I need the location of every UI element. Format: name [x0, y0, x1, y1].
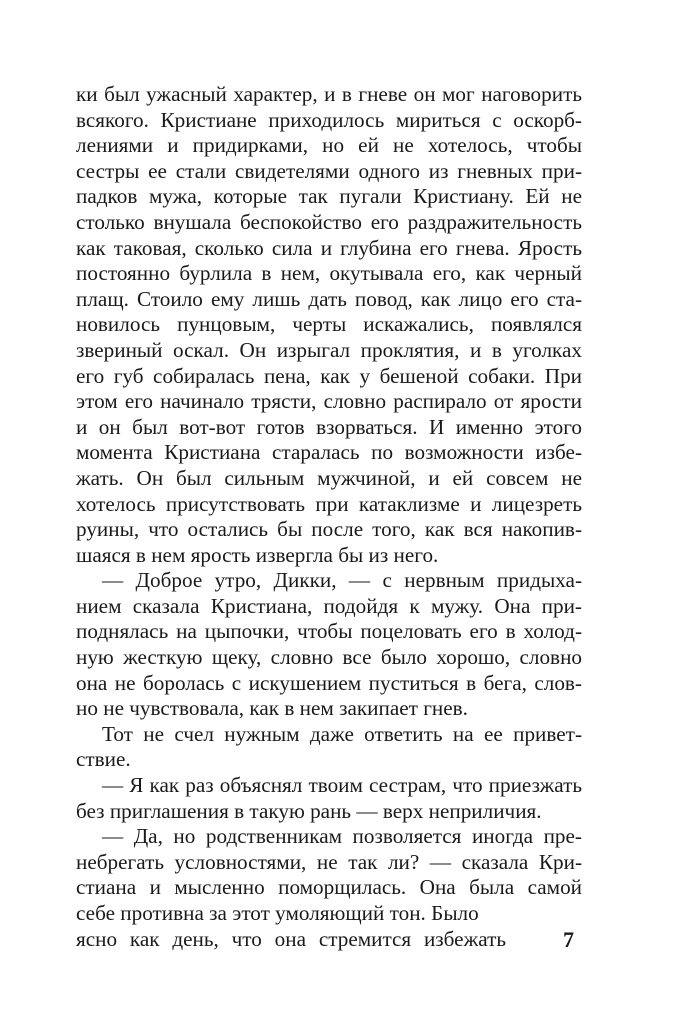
page-number: 7: [563, 926, 574, 952]
text-line: ствие.: [76, 747, 131, 772]
text-line: всякого. Кристиане приходилось мириться с оскорб-: [76, 107, 582, 132]
text-line: плащ. Стоило ему лишь дать повод, как лицо его ста-: [76, 286, 582, 311]
text-line: сестры ее стали свидетелями одного из гневных при-: [76, 158, 582, 183]
text-line: шаяся в нем ярость извергла бы из него.: [76, 542, 439, 567]
text-line: как таковая, сколько сила и глубина его гнева. Ярость: [76, 235, 582, 260]
text-line: она не боролась с искушением пуститься в бега, слов-: [76, 670, 582, 695]
footer-text-line: ясно как день, что она стремится избежать: [76, 926, 506, 951]
text-line: но не чувствовала, как в нем закипает гнев.: [76, 696, 468, 721]
page-body-text: [76, 82, 582, 927]
footer-row: [76, 927, 582, 953]
text-line: ную жесткую щеку, словно все было хорошо, словно: [76, 645, 582, 670]
text-line: жать. Он был сильным мужчиной, и ей совсем не: [76, 465, 582, 490]
text-line: этом его начинало трясти, словно распирало от ярости: [76, 389, 582, 414]
text-line: — Доброе утро, Дикки, — с нервным придыха-: [102, 568, 582, 593]
text-line: его губ собиралась пена, как у бешеной собаки. При: [76, 363, 582, 388]
text-line: нием сказала Кристиана, подойдя к мужу. Она при-: [76, 593, 582, 618]
text-line: падков мужа, которые так пугали Кристиану. Ей не: [76, 184, 582, 209]
text-line: руины, что остались бы после того, как вся накопив-: [76, 517, 582, 542]
text-line: ки был ужасный характер, и в гневе он мог наговорить: [76, 82, 582, 106]
text-line: лениями и придирками, но ей не хотелось, чтобы: [76, 133, 582, 158]
text-line: постоянно бурлила в нем, окутывала его, как черный: [76, 261, 582, 286]
text-line: — Я как раз объяснял твоим сестрам, что приезжать: [102, 773, 582, 798]
text-line: стиана и мысленно поморщилась. Она была самой: [76, 875, 582, 900]
text-line: себе противна за этот умоляющий тон. Было: [76, 901, 479, 925]
text-line: небрегать условностями, не так ли? — сказала Кри-: [76, 849, 582, 874]
text-line: и он был вот-вот готов взорваться. И именно этого: [76, 414, 582, 439]
text-line: поднялась на цыпочки, чтобы поцеловать его в холод-: [76, 619, 582, 644]
text-line: момента Кристиана старалась по возможности избе-: [76, 440, 582, 465]
text-line: новилось пунцовым, черты искажались, появлялся: [76, 312, 582, 337]
text-line: звериный оскал. Он изрыгал проклятия, и в уголках: [76, 337, 582, 362]
book-page: [76, 82, 582, 952]
text-line: без приглашения в такую рань — верх неприличия.: [76, 798, 542, 823]
text-line: столько внушала беспокойство его раздражительность: [76, 209, 582, 234]
text-line: Тот не счел нужным даже ответить на ее привет-: [102, 721, 582, 746]
text-line: — Да, но родственникам позволяется иногда пре-: [102, 824, 582, 849]
text-line: хотелось присутствовать при катаклизме и лицезреть: [76, 491, 582, 516]
